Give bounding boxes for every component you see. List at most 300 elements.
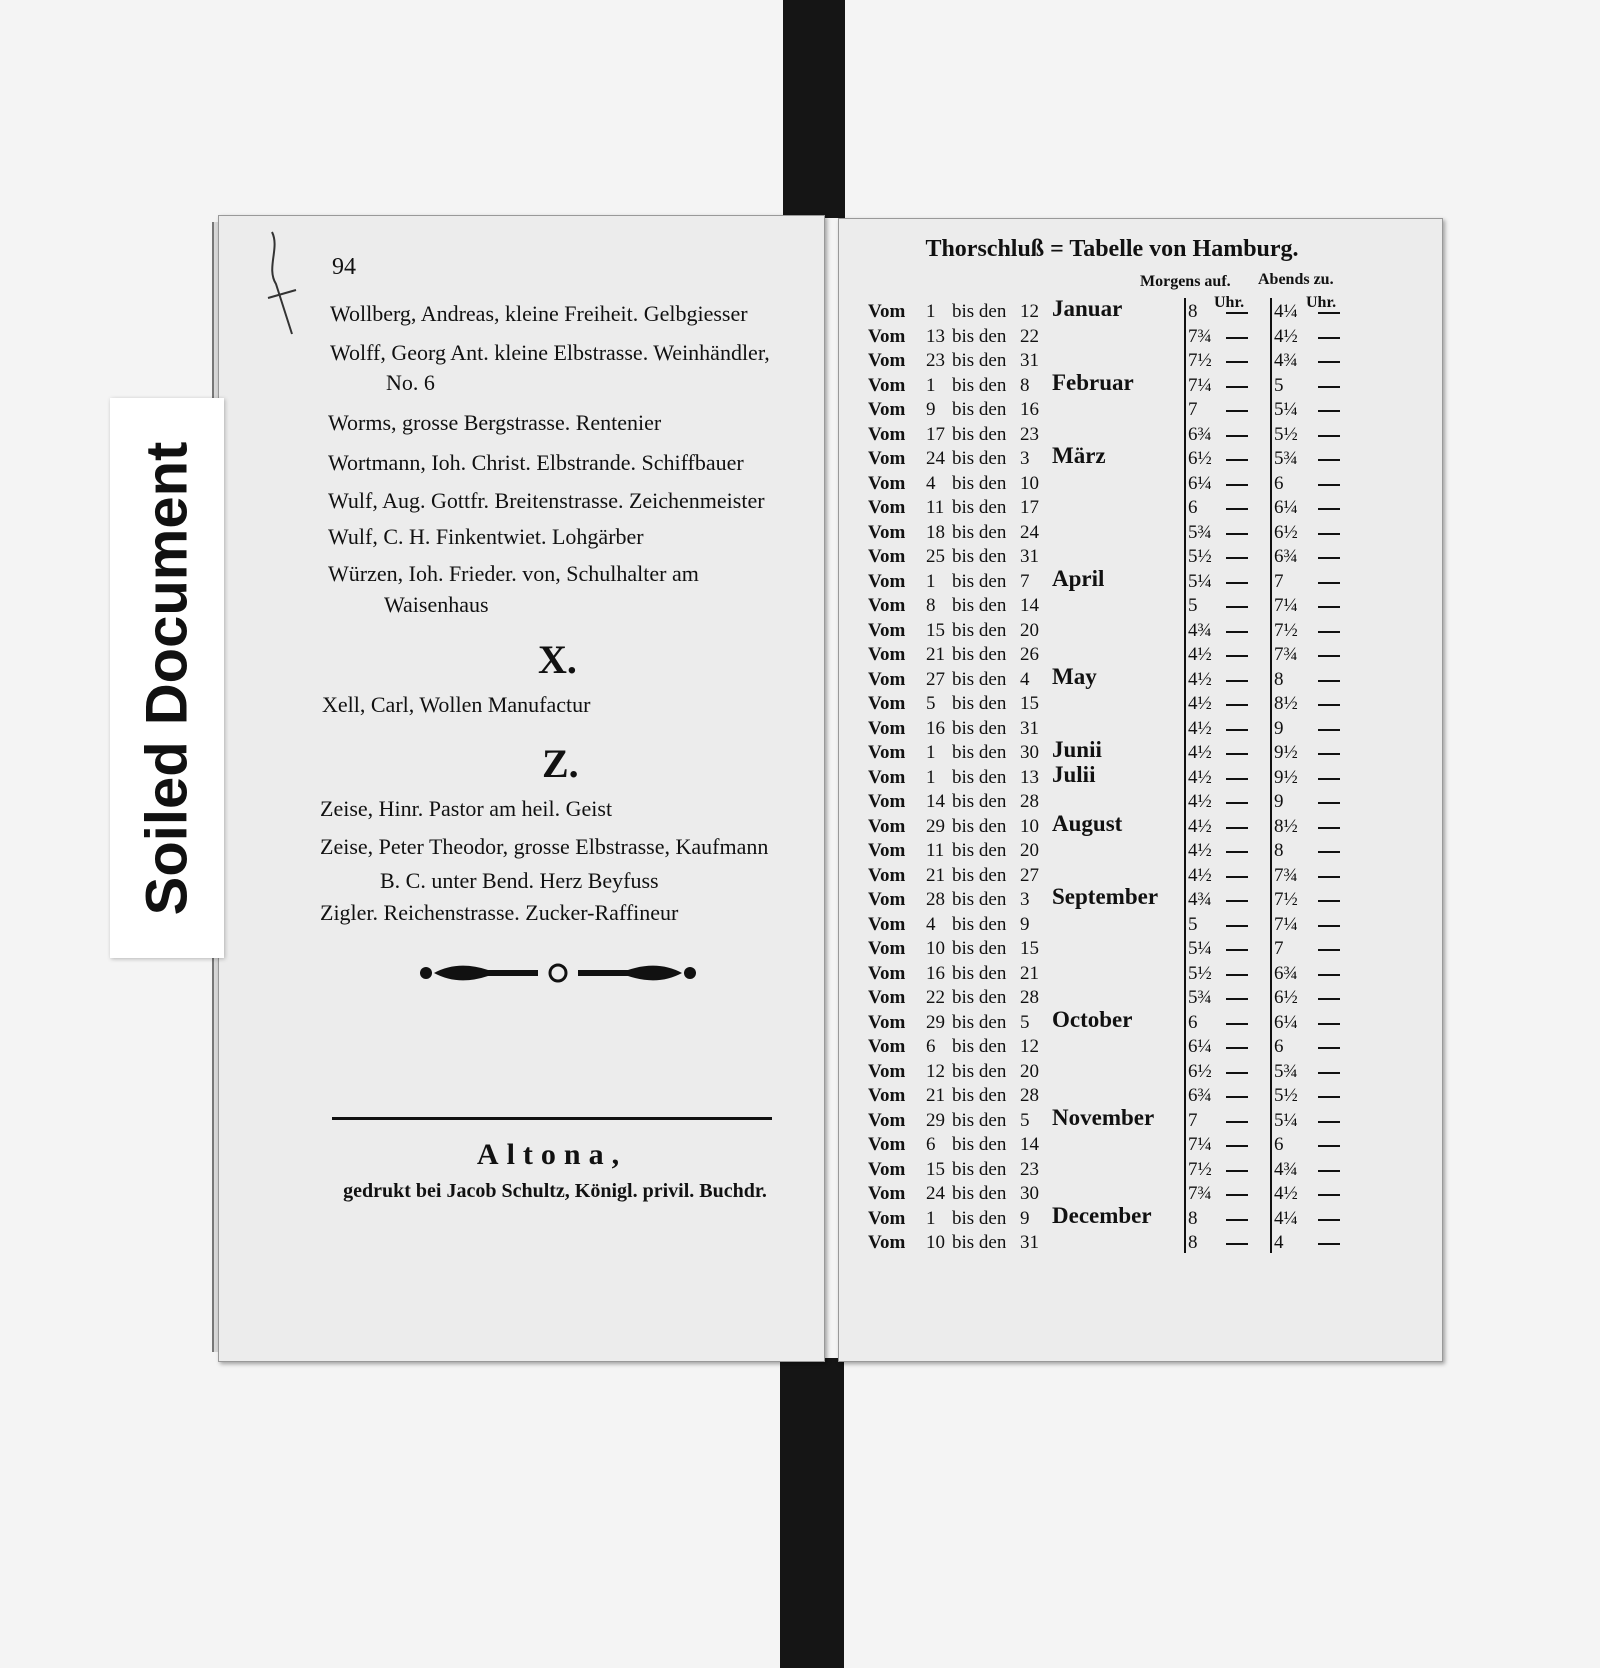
row-vom: Vom — [868, 1109, 906, 1131]
row-dash — [1226, 1243, 1248, 1245]
binding-spine-top — [783, 0, 845, 218]
row-dash — [1318, 949, 1340, 951]
row-from-day: 18 — [926, 521, 945, 543]
row-bis-den: bis den — [952, 1036, 1007, 1057]
row-vom: Vom — [868, 668, 906, 690]
row-month: October — [1052, 1006, 1133, 1032]
row-to-day: 10 — [1020, 815, 1039, 837]
row-month: May — [1052, 663, 1097, 689]
row-to-day: 9 — [1020, 913, 1030, 935]
row-vom: Vom — [868, 1134, 906, 1155]
row-morning-time: 4½ — [1188, 717, 1212, 739]
directory-entry: Wulf, Aug. Gottfr. Breitenstrasse. Zeichenmeister — [328, 488, 765, 513]
row-morning-time: 7½ — [1188, 1158, 1212, 1180]
row-morning-time: 7¾ — [1188, 1183, 1212, 1204]
row-dash — [1226, 631, 1248, 633]
row-dash — [1226, 876, 1248, 878]
row-evening-time: 6½ — [1274, 987, 1298, 1008]
directory-entry: Wollberg, Andreas, kleine Freiheit. Gelbgiesser — [330, 301, 748, 326]
row-bis-den: bis den — [952, 1060, 1007, 1082]
table-title: Thorschluß = Tabelle von Hamburg. — [925, 236, 1299, 262]
row-dash — [1318, 508, 1340, 510]
column-divider — [1184, 298, 1186, 1253]
directory-entry: Zigler. Reichenstrasse. Zucker-Raffineur — [320, 900, 679, 925]
row-to-day: 3 — [1020, 448, 1030, 469]
row-evening-time: 4 — [1274, 1232, 1284, 1253]
row-evening-time: 7½ — [1274, 619, 1298, 641]
row-morning-time: 7¼ — [1188, 374, 1212, 396]
row-to-day: 9 — [1020, 1207, 1030, 1229]
directory-entry: Wulf, C. H. Finkentwiet. Lohgärber — [328, 524, 644, 549]
row-bis-den: bis den — [952, 1158, 1007, 1180]
row-morning-time: 4½ — [1188, 644, 1212, 665]
row-vom: Vom — [868, 1036, 906, 1057]
row-to-day: 23 — [1020, 423, 1039, 445]
row-from-day: 1 — [926, 742, 936, 763]
row-bis-den: bis den — [952, 962, 1007, 984]
row-from-day: 8 — [926, 595, 936, 616]
row-to-day: 31 — [1020, 717, 1039, 739]
row-dash — [1318, 704, 1340, 706]
row-dash — [1318, 459, 1340, 461]
row-from-day: 11 — [926, 840, 945, 861]
row-vom: Vom — [868, 497, 906, 518]
row-from-day: 10 — [926, 1232, 945, 1253]
row-morning-time: 4½ — [1188, 840, 1212, 861]
row-morning-time: 5 — [1188, 913, 1198, 935]
row-evening-time: 5¾ — [1274, 1060, 1298, 1082]
row-month: Februar — [1052, 369, 1134, 395]
row-dash — [1226, 949, 1248, 951]
row-from-day: 12 — [926, 1060, 945, 1082]
row-dash — [1318, 680, 1340, 682]
row-from-day: 4 — [926, 913, 936, 935]
row-from-day: 15 — [926, 619, 945, 641]
row-from-day: 13 — [926, 325, 945, 347]
row-evening-time: 7¾ — [1274, 864, 1298, 886]
row-morning-time: 6 — [1188, 497, 1198, 518]
row-evening-time: 6¼ — [1274, 497, 1298, 518]
row-morning-time: 4½ — [1188, 668, 1212, 690]
row-vom: Vom — [868, 987, 906, 1008]
row-evening-time: 6½ — [1274, 521, 1298, 543]
row-to-day: 20 — [1020, 619, 1039, 641]
row-bis-den: bis den — [952, 595, 1007, 616]
row-bis-den: bis den — [952, 1011, 1007, 1033]
row-dash — [1226, 1121, 1248, 1123]
row-dash — [1226, 655, 1248, 657]
overlay-label-text: Soiled Document — [134, 441, 200, 915]
row-evening-time: 5¾ — [1274, 448, 1298, 469]
row-vom: Vom — [868, 717, 906, 739]
row-dash — [1318, 925, 1340, 927]
row-bis-den: bis den — [952, 938, 1007, 959]
row-dash — [1318, 1121, 1340, 1123]
row-morning-time: 4½ — [1188, 693, 1212, 714]
row-morning-time: 5¼ — [1188, 570, 1212, 592]
row-dash — [1226, 1145, 1248, 1147]
row-morning-time: 7¼ — [1188, 1134, 1212, 1155]
row-dash — [1318, 484, 1340, 486]
row-evening-time: 6¼ — [1274, 1011, 1298, 1033]
row-dash — [1318, 606, 1340, 608]
row-dash — [1318, 974, 1340, 976]
row-morning-time: 8 — [1188, 1207, 1198, 1229]
row-to-day: 5 — [1020, 1109, 1030, 1131]
row-bis-den: bis den — [952, 693, 1007, 714]
row-vom: Vom — [868, 325, 906, 347]
row-dash — [1318, 1047, 1340, 1049]
row-from-day: 21 — [926, 644, 945, 665]
row-dash — [1318, 1072, 1340, 1074]
imprint-line: gedrukt bei Jacob Schultz, Königl. privil. Buchdr. — [343, 1180, 767, 1202]
row-from-day: 10 — [926, 938, 945, 959]
row-dash — [1318, 533, 1340, 535]
row-evening-time: 9½ — [1274, 742, 1298, 763]
row-morning-time: 8 — [1188, 301, 1198, 322]
row-to-day: 31 — [1020, 1232, 1039, 1253]
handwritten-mark-icon — [262, 228, 306, 338]
row-from-day: 6 — [926, 1134, 936, 1155]
row-dash — [1226, 1023, 1248, 1025]
row-bis-den: bis den — [952, 619, 1007, 641]
row-vom: Vom — [868, 399, 906, 420]
row-evening-time: 8 — [1274, 668, 1284, 690]
row-to-day: 31 — [1020, 546, 1039, 567]
row-evening-time: 8½ — [1274, 815, 1298, 837]
row-to-day: 30 — [1020, 742, 1039, 763]
row-bis-den: bis den — [952, 1207, 1007, 1229]
row-from-day: 11 — [926, 497, 945, 518]
row-bis-den: bis den — [952, 1109, 1007, 1131]
row-evening-time: 9½ — [1274, 766, 1298, 788]
row-to-day: 28 — [1020, 791, 1039, 812]
row-month: August — [1052, 810, 1123, 836]
row-bis-den: bis den — [952, 913, 1007, 935]
row-to-day: 12 — [1020, 1036, 1039, 1057]
section-letter-x: X. — [538, 637, 577, 682]
row-morning-time: 4½ — [1188, 766, 1212, 788]
row-vom: Vom — [868, 913, 906, 935]
row-dash — [1226, 974, 1248, 976]
row-vom: Vom — [868, 1232, 906, 1253]
row-evening-time: 4½ — [1274, 1183, 1298, 1204]
row-dash — [1226, 729, 1248, 731]
row-vom: Vom — [868, 840, 906, 861]
row-to-day: 26 — [1020, 644, 1039, 665]
row-dash — [1318, 1170, 1340, 1172]
row-morning-time: 6½ — [1188, 448, 1212, 469]
row-bis-den: bis den — [952, 546, 1007, 567]
row-bis-den: bis den — [952, 1232, 1007, 1253]
row-to-day: 8 — [1020, 374, 1030, 396]
row-to-day: 22 — [1020, 325, 1039, 347]
row-morning-time: 4½ — [1188, 815, 1212, 837]
row-dash — [1226, 435, 1248, 437]
row-vom: Vom — [868, 1085, 906, 1106]
row-morning-time: 6¾ — [1188, 423, 1212, 445]
row-evening-time: 7½ — [1274, 889, 1298, 910]
row-morning-time: 4½ — [1188, 742, 1212, 763]
row-dash — [1318, 655, 1340, 657]
row-bis-den: bis den — [952, 570, 1007, 592]
row-dash — [1318, 410, 1340, 412]
row-morning-time: 7 — [1188, 399, 1198, 420]
row-morning-time: 6¼ — [1188, 1036, 1212, 1057]
row-dash — [1318, 998, 1340, 1000]
row-evening-time: 7 — [1274, 570, 1284, 592]
directory-entry: Zeise, Hinr. Pastor am heil. Geist — [320, 796, 613, 821]
row-vom: Vom — [868, 546, 906, 567]
row-vom: Vom — [868, 570, 906, 592]
row-to-day: 16 — [1020, 399, 1039, 420]
row-morning-time: 4½ — [1188, 791, 1212, 812]
row-evening-time: 7¼ — [1274, 595, 1298, 616]
row-dash — [1226, 1072, 1248, 1074]
row-dash — [1226, 753, 1248, 755]
row-dash — [1318, 753, 1340, 755]
directory-entry: Worms, grosse Bergstrasse. Rentenier — [328, 410, 662, 435]
row-dash — [1226, 312, 1248, 314]
row-dash — [1226, 410, 1248, 412]
row-morning-time: 6¼ — [1188, 472, 1212, 494]
directory-entry: Wolff, Georg Ant. kleine Elbstrasse. Weinhändler, — [330, 340, 770, 365]
row-to-day: 7 — [1020, 570, 1030, 592]
row-vom: Vom — [868, 766, 906, 788]
directory-entry: Würzen, Ioh. Frieder. von, Schulhalter am — [328, 561, 699, 586]
row-bis-den: bis den — [952, 1134, 1007, 1155]
row-vom: Vom — [868, 1011, 906, 1033]
row-to-day: 17 — [1020, 497, 1039, 518]
row-to-day: 12 — [1020, 301, 1039, 322]
row-evening-time: 5½ — [1274, 423, 1298, 445]
row-to-day: 15 — [1020, 693, 1039, 714]
row-vom: Vom — [868, 815, 906, 837]
row-evening-time: 5½ — [1274, 1085, 1298, 1106]
row-bis-den: bis den — [952, 374, 1007, 396]
row-evening-time: 8 — [1274, 840, 1284, 861]
row-bis-den: bis den — [952, 1183, 1007, 1204]
row-dash — [1318, 1023, 1340, 1025]
row-evening-time: 4¼ — [1274, 301, 1298, 322]
row-from-day: 1 — [926, 766, 936, 788]
row-dash — [1226, 606, 1248, 608]
row-morning-time: 5¾ — [1188, 987, 1212, 1008]
row-from-day: 1 — [926, 374, 936, 396]
row-from-day: 17 — [926, 423, 945, 445]
row-from-day: 22 — [926, 987, 945, 1008]
row-evening-time: 6 — [1274, 1134, 1284, 1155]
row-bis-den: bis den — [952, 766, 1007, 788]
row-month: März — [1052, 443, 1106, 468]
row-dash — [1318, 1096, 1340, 1098]
row-dash — [1226, 802, 1248, 804]
row-bis-den: bis den — [952, 472, 1007, 494]
row-from-day: 25 — [926, 546, 945, 567]
row-dash — [1318, 386, 1340, 388]
row-to-day: 10 — [1020, 472, 1039, 494]
row-month: Junii — [1052, 737, 1102, 762]
row-to-day: 27 — [1020, 864, 1039, 886]
row-evening-time: 6¾ — [1274, 962, 1298, 984]
row-bis-den: bis den — [952, 350, 1007, 371]
row-morning-time: 4½ — [1188, 864, 1212, 886]
row-from-day: 1 — [926, 570, 936, 592]
row-bis-den: bis den — [952, 301, 1007, 322]
row-evening-time: 4¾ — [1274, 350, 1298, 371]
row-vom: Vom — [868, 962, 906, 984]
section-letter-z: Z. — [542, 741, 579, 786]
row-dash — [1226, 337, 1248, 339]
row-dash — [1318, 1219, 1340, 1221]
row-vom: Vom — [868, 448, 906, 469]
row-dash — [1226, 925, 1248, 927]
row-morning-time: 4¾ — [1188, 889, 1212, 910]
directory-entry-continued: B. C. unter Bend. Herz Beyfuss — [380, 868, 659, 893]
row-from-day: 14 — [926, 791, 945, 812]
row-dash — [1318, 729, 1340, 731]
row-dash — [1318, 435, 1340, 437]
row-dash — [1318, 876, 1340, 878]
row-dash — [1318, 851, 1340, 853]
row-vom: Vom — [868, 595, 906, 616]
row-dash — [1226, 1170, 1248, 1172]
row-from-day: 5 — [926, 693, 936, 714]
row-month: December — [1052, 1202, 1152, 1228]
directory-entry: Wortmann, Ioh. Christ. Elbstrande. Schiffbauer — [328, 450, 744, 475]
morning-unit-label: Uhr. — [1214, 294, 1245, 311]
row-to-day: 4 — [1020, 668, 1030, 690]
row-dash — [1226, 680, 1248, 682]
row-from-day: 29 — [926, 815, 945, 837]
row-dash — [1318, 778, 1340, 780]
row-vom: Vom — [868, 938, 906, 959]
row-vom: Vom — [868, 521, 906, 543]
imprint-city: Altona, — [476, 1138, 628, 1171]
row-evening-time: 6 — [1274, 1036, 1284, 1057]
row-dash — [1226, 508, 1248, 510]
row-morning-time: 7½ — [1188, 350, 1212, 371]
row-evening-time: 9 — [1274, 717, 1284, 739]
row-from-day: 27 — [926, 668, 945, 690]
row-evening-time: 5 — [1274, 374, 1284, 396]
overlay-label — [110, 398, 224, 958]
page-number: 94 — [332, 254, 356, 280]
row-from-day: 21 — [926, 864, 945, 886]
row-morning-time: 5 — [1188, 595, 1198, 616]
row-from-day: 6 — [926, 1036, 936, 1057]
row-dash — [1226, 557, 1248, 559]
row-bis-den: bis den — [952, 717, 1007, 739]
binding-spine-bottom — [780, 1358, 844, 1668]
row-dash — [1318, 557, 1340, 559]
morning-column-header: Morgens auf. — [1140, 273, 1231, 290]
row-month: Januar — [1052, 296, 1123, 321]
row-bis-den: bis den — [952, 864, 1007, 886]
row-dash — [1226, 459, 1248, 461]
row-dash — [1318, 827, 1340, 829]
row-dash — [1226, 582, 1248, 584]
row-dash — [1226, 1096, 1248, 1098]
row-dash — [1318, 1243, 1340, 1245]
row-from-day: 21 — [926, 1085, 945, 1106]
evening-unit-label: Uhr. — [1306, 294, 1337, 311]
row-morning-time: 6 — [1188, 1011, 1198, 1033]
row-from-day: 16 — [926, 962, 945, 984]
row-to-day: 5 — [1020, 1011, 1030, 1033]
row-to-day: 31 — [1020, 350, 1039, 371]
row-from-day: 9 — [926, 399, 936, 420]
row-from-day: 29 — [926, 1109, 945, 1131]
row-evening-time: 7¾ — [1274, 644, 1298, 665]
row-evening-time: 8½ — [1274, 693, 1298, 714]
row-bis-den: bis den — [952, 840, 1007, 861]
row-dash — [1226, 1219, 1248, 1221]
row-to-day: 30 — [1020, 1183, 1039, 1204]
row-evening-time: 4½ — [1274, 325, 1298, 347]
row-evening-time: 5¼ — [1274, 1109, 1298, 1131]
row-evening-time: 6¾ — [1274, 546, 1298, 567]
row-evening-time: 7 — [1274, 938, 1284, 959]
row-to-day: 20 — [1020, 840, 1039, 861]
row-evening-time: 9 — [1274, 791, 1284, 812]
directory-entry: Zeise, Peter Theodor, grosse Elbstrasse, Kaufmann — [320, 834, 769, 859]
row-vom: Vom — [868, 350, 906, 371]
row-evening-time: 7¼ — [1274, 913, 1298, 935]
row-vom: Vom — [868, 472, 906, 494]
row-month: November — [1052, 1104, 1155, 1130]
row-to-day: 15 — [1020, 938, 1039, 959]
row-bis-den: bis den — [952, 742, 1007, 763]
row-to-day: 21 — [1020, 962, 1039, 984]
row-dash — [1226, 827, 1248, 829]
row-dash — [1226, 704, 1248, 706]
row-to-day: 28 — [1020, 987, 1039, 1008]
evening-column-header: Abends zu. — [1258, 271, 1334, 288]
row-bis-den: bis den — [952, 448, 1007, 469]
row-bis-den: bis den — [952, 889, 1007, 910]
row-dash — [1226, 1047, 1248, 1049]
row-bis-den: bis den — [952, 325, 1007, 347]
row-morning-time: 6¾ — [1188, 1085, 1212, 1106]
row-dash — [1226, 361, 1248, 363]
row-dash — [1318, 337, 1340, 339]
row-bis-den: bis den — [952, 644, 1007, 665]
row-vom: Vom — [868, 742, 906, 763]
row-to-day: 14 — [1020, 595, 1039, 616]
row-dash — [1226, 778, 1248, 780]
row-dash — [1318, 1145, 1340, 1147]
row-to-day: 13 — [1020, 766, 1039, 788]
horizontal-rule — [332, 1117, 772, 1120]
column-divider — [1270, 298, 1272, 1253]
row-month: April — [1052, 565, 1105, 591]
row-to-day: 14 — [1020, 1134, 1039, 1155]
row-vom: Vom — [868, 644, 906, 665]
row-vom: Vom — [868, 889, 906, 910]
row-dash — [1318, 802, 1340, 804]
row-morning-time: 5½ — [1188, 546, 1212, 567]
row-vom: Vom — [868, 374, 906, 396]
row-from-day: 24 — [926, 1183, 945, 1204]
row-dash — [1318, 631, 1340, 633]
row-dash — [1226, 386, 1248, 388]
row-bis-den: bis den — [952, 497, 1007, 518]
row-bis-den: bis den — [952, 423, 1007, 445]
row-month: Julii — [1052, 761, 1096, 787]
row-dash — [1318, 312, 1340, 314]
row-to-day: 23 — [1020, 1158, 1039, 1180]
